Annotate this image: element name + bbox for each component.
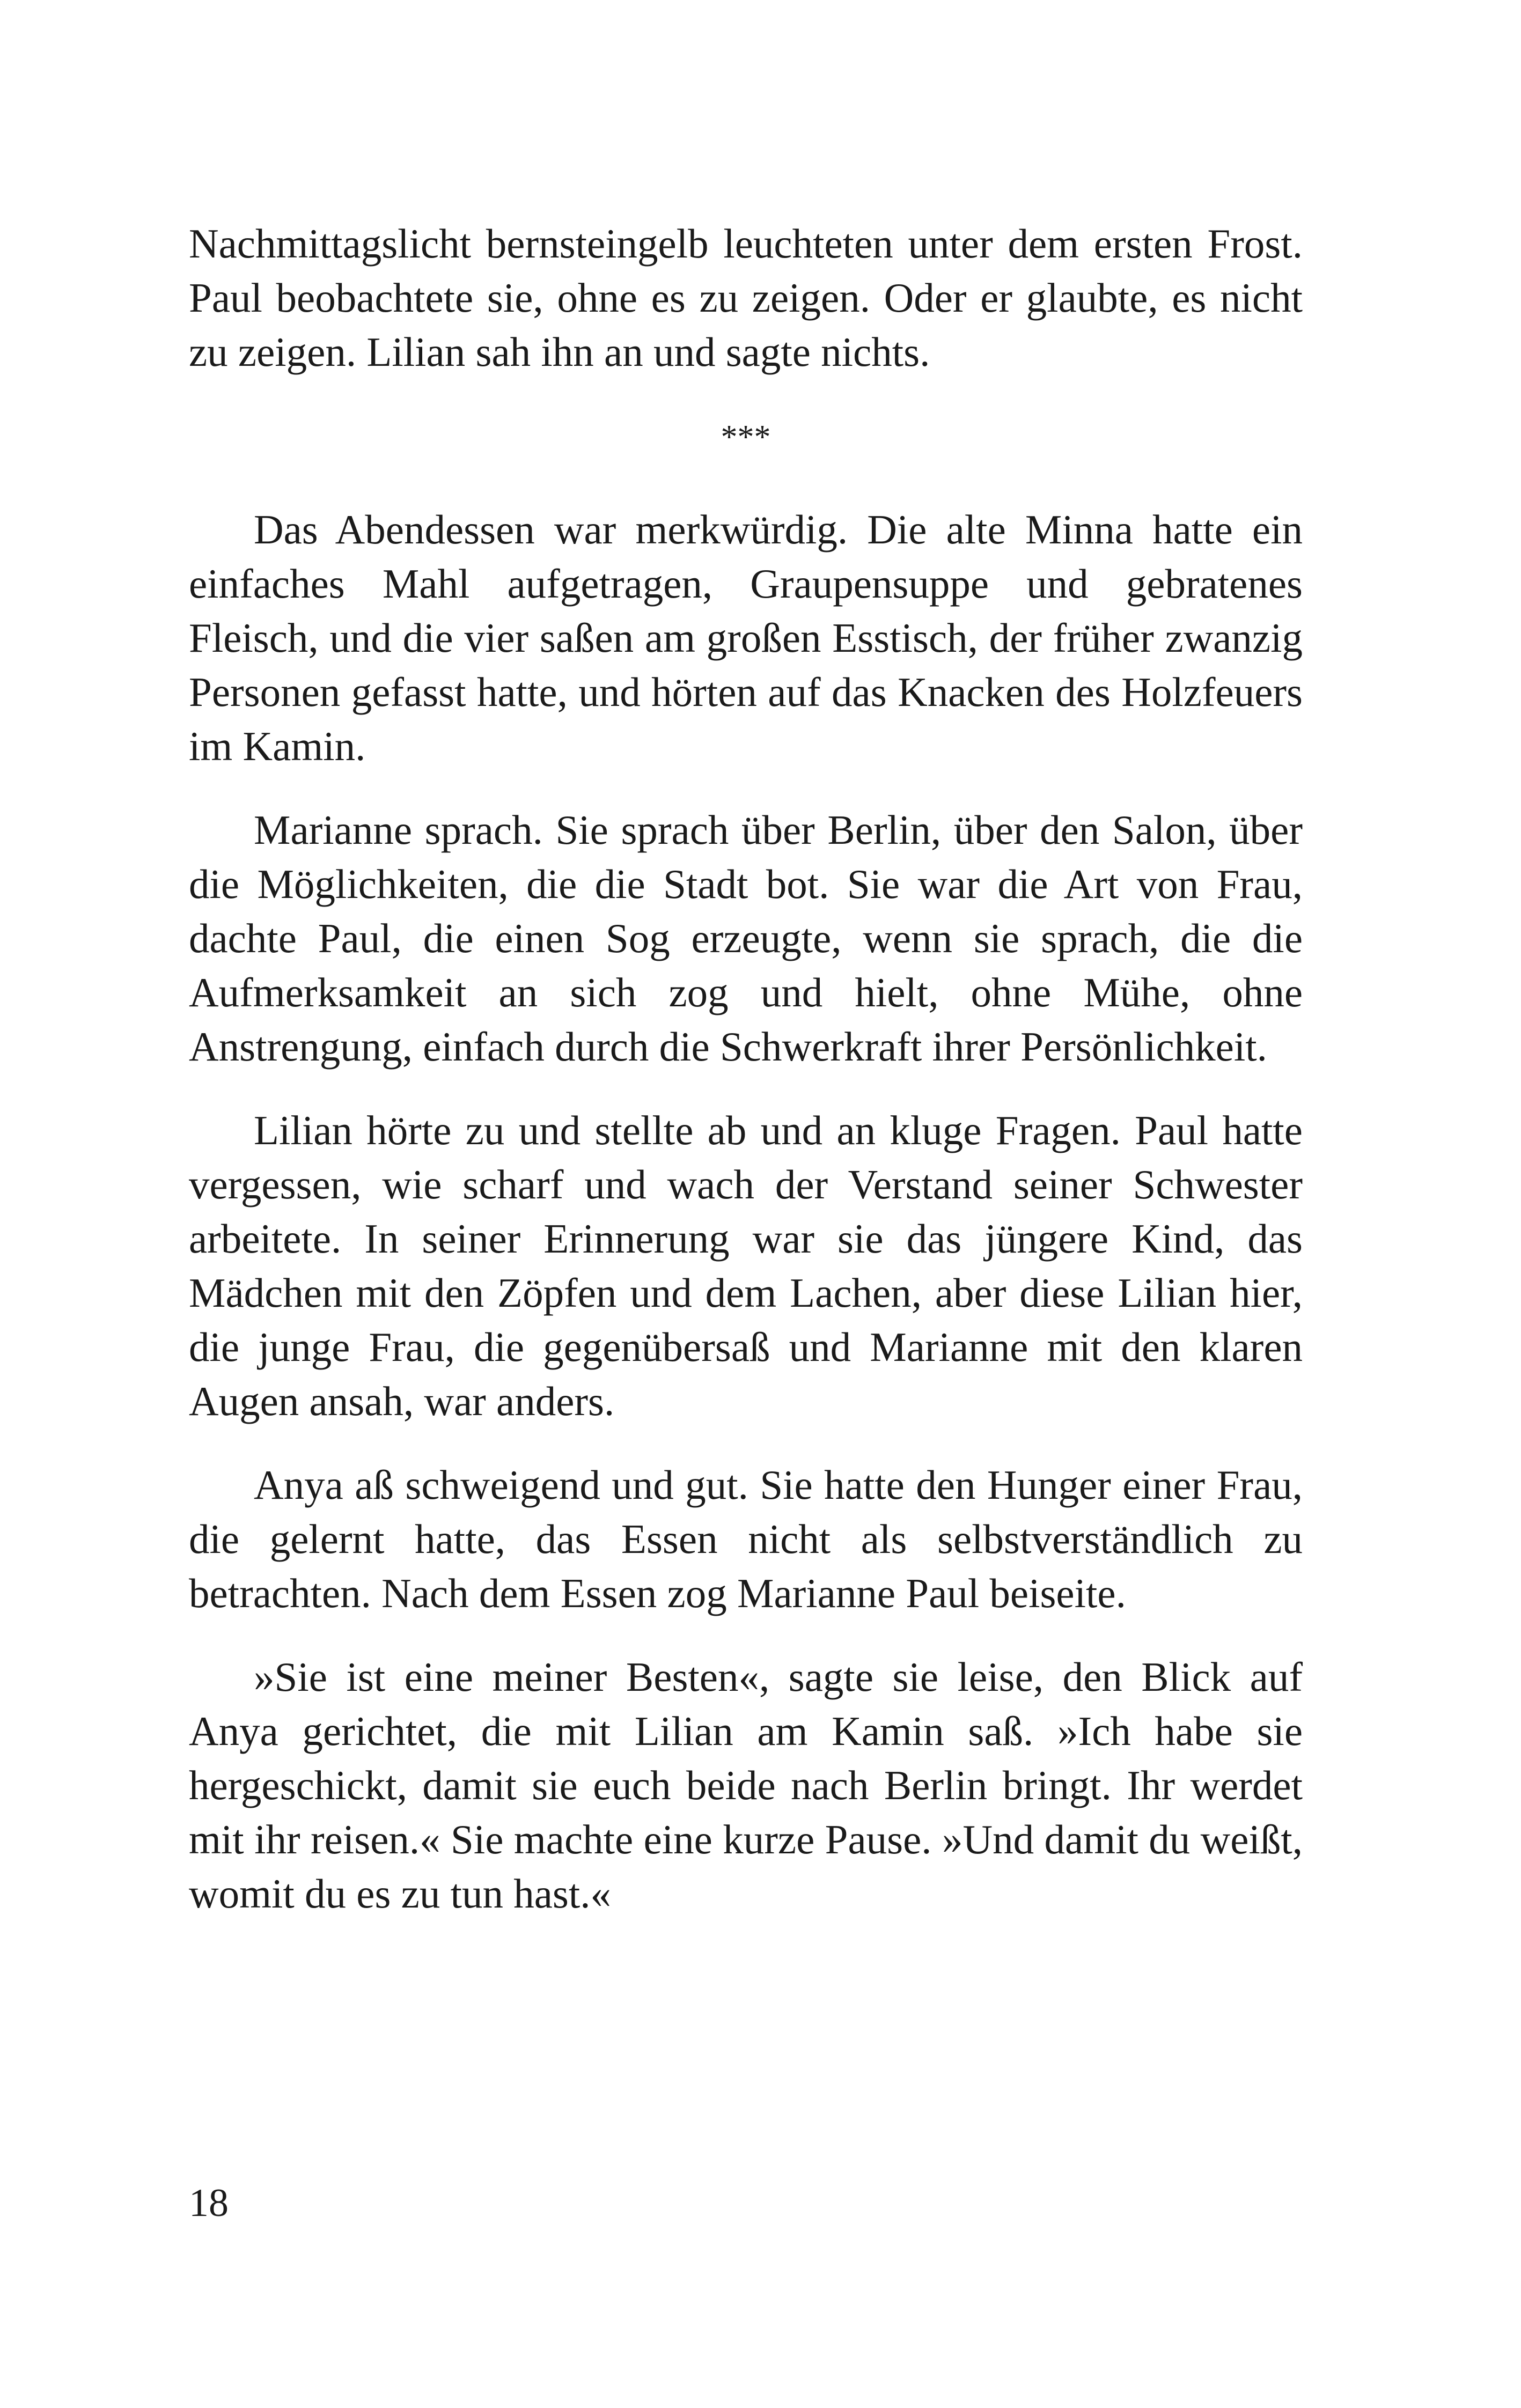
body-text	[189, 217, 1303, 1921]
paragraph: Marianne sprach. Sie sprach über Berlin, über den Salon, über die Möglichkeiten, die die Stadt bot. Sie war die Art von Frau, dachte Paul, die einen Sog erzeugte, wenn sie sprach, die die Aufmerksamkeit an sich zog und hielt, ohne Mühe, ohne Anstrengung, einfach durch die Schwerkraft ihrer Persönlichkeit.	[189, 807, 1303, 1070]
scene-break: ***	[721, 419, 771, 455]
continuation-paragraph: Nachmittagslicht bernsteingelb leuchteten unter dem ersten Frost. Paul beobachtete sie, ohne es zu zeigen. Oder er glaubte, es nicht zu zeigen. Lilian sah ihn an und sagte nichts.	[189, 220, 1303, 375]
paragraph: Anya aß schweigend und gut. Sie hatte den Hunger einer Frau, die gelernt hatte, das Essen nicht als selbstverständlich zu betrachten. Nach dem Essen zog Marianne Paul beiseite.	[189, 1462, 1303, 1616]
paragraph: Das Abendessen war merkwürdig. Die alte Minna hatte ein einfaches Mahl aufgetragen, Graupensuppe und gebratenes Fleisch, und die vier saßen am großen Esstisch, der früher zwanzig Personen gefasst hatte, und hörten auf das Knacken des Holzfeuers im Kamin.	[189, 506, 1303, 769]
paragraph: »Sie ist eine meiner Besten«, sagte sie leise, den Blick auf Anya gerichtet, die mit Lilian am Kamin saß. »Ich habe sie hergeschickt, damit sie euch beide nach Berlin bringt. Ihr werdet mit ihr reisen.« Sie machte eine kurze Pause. »Und damit du weißt, womit du es zu tun hast.«	[189, 1654, 1303, 1917]
paragraph: Lilian hörte zu und stellte ab und an kluge Fragen. Paul hatte vergessen, wie scharf und wach der Verstand seiner Schwester arbeitete. In seiner Erinnerung war sie das jüngere Kind, das Mädchen mit den Zöpfen und dem Lachen, aber diese Lilian hier, die junge Frau, die gegenübersaß und Marianne mit den klaren Augen ansah, war anders.	[189, 1107, 1303, 1424]
page-number: 18	[189, 2181, 229, 2225]
